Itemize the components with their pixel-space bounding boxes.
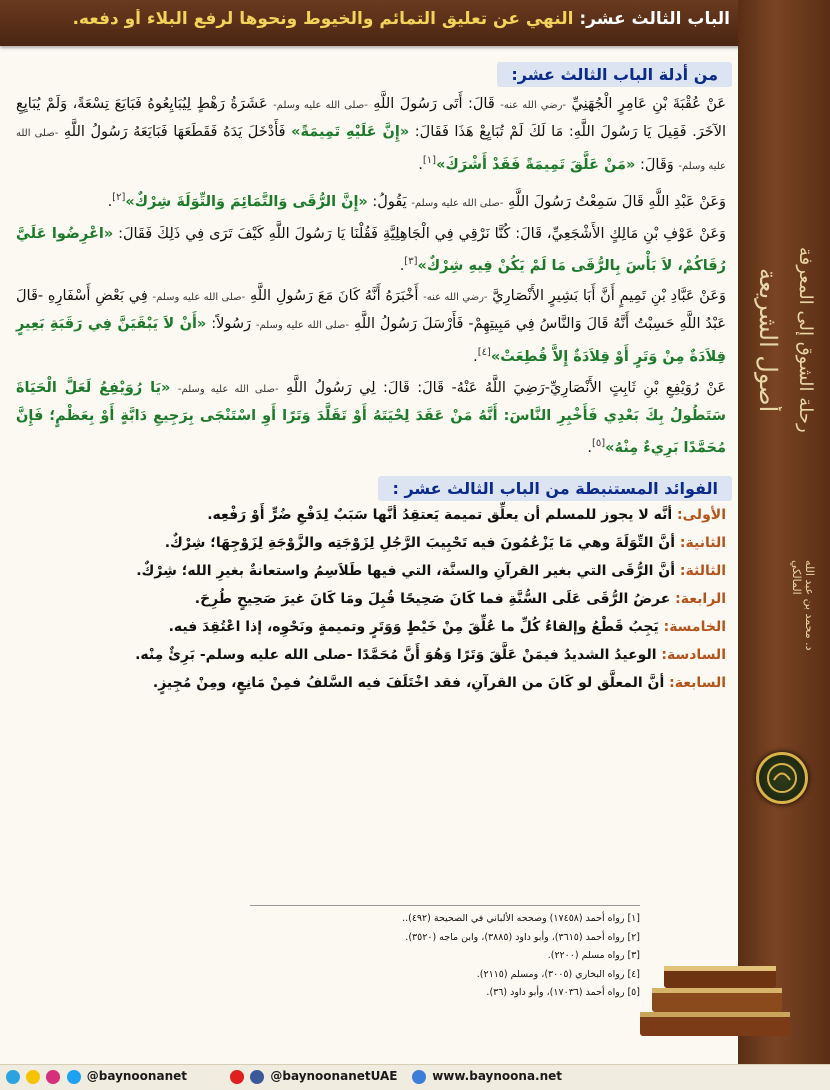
hadith-text: وَعَنْ عَبَّادِ بْنِ تَمِيمٍ أَنَّ أَبَا بَشِيرٍ الأَنْصَارِيَّ: [487, 288, 727, 305]
prophetic-quote: «اعْرِضُوا عَلَيَّ رُقَاكُمْ، لاَ بَأْسَ بِالرُّقَى مَا لَمْ يَكُنْ فِيهِ شِرْكٌ»: [16, 225, 726, 274]
hadith-text: عَنْ رُوَيْفِعِ بْنِ ثَابِتٍ الأَنْصَارِيِّ-رَضِيَ اللَّهُ عَنْهُ- قَالَ: قَالَ: لِي رَسُولُ اللَّهِ: [278, 380, 727, 397]
calligraphy-line-2: رحلة الشوق إلى المعرفة: [795, 247, 816, 433]
brand-logo-icon: [756, 752, 808, 804]
twitter-icon[interactable]: [67, 1070, 81, 1084]
website-link[interactable]: [412, 1069, 562, 1084]
benefit-label: الثالثة:: [675, 563, 726, 580]
honorific: -صلى الله عليه وسلم-: [177, 384, 279, 396]
snapchat-icon[interactable]: [26, 1070, 40, 1084]
footnote: [٢] رواه أحمد (٣٦١٥)، وأبو داود (٣٨٨٥)، وابن ماجه (٣٥٢٠).: [405, 931, 640, 943]
footnote-ref[interactable]: [٤]: [477, 347, 491, 359]
social-handle[interactable]: @baynoonanet: [86, 1069, 187, 1083]
benefit-text: عرضُ الرُّقَى عَلَى السُّنَّةِ فما كَانَ صَحِيحًا قُبِلَ ومَا كَانَ غيرَ صَحِيحٍ طُرِحَ.: [194, 591, 671, 608]
hadith-text: رَسُولاً:: [206, 316, 256, 333]
social-group-1[interactable]: [6, 1069, 187, 1084]
benefit-item: [16, 529, 726, 557]
decorative-sidebar: [738, 0, 830, 1090]
hadith-1: عَنْ عُقْبَةَ بْنِ عَامِرٍ الْجُهَنِيِّ -رضي الله عنه- قَالَ: أَتَى رَسُولَ اللَّهِ -صلى الله عليه وسلم- عَشَرَةُ رَهْطٍ لِيُبَايِعُوهُ فَبَايَعَ تِسْعَةً، وَلَمْ يُبَايِعِ الآخَرَ. فَقِيلَ يَا رَسُولَ اللَّهِ: مَا لَكَ لَمْ تُبَايِعْ هَذَا فَقَالَ: «إِنَّ عَلَيْهِ تَمِيمَةً» فَأَدْخَلَ يَدَهُ فَقَطَعَهَا فَبَايَعَهُ رَسُولُ اللَّهِ -صلى الله عليه وسلم- وَقَالَ: «مَنْ عَلَّقَ تَمِيمَةً فَقَدْ أَشْرَكَ»[١].: [16, 96, 727, 173]
footnote: [٣] رواه مسلم (٢٢٠٠).: [547, 950, 640, 961]
benefit-text: أنَّ المعلَّق لو كَانَ من القرآنِ، فقد اخْتَلَفَ فيه السَّلفُ فمِنْ مَانِعٍ، ومِنْ مُجِيزٍ.: [152, 675, 665, 692]
footnote-ref[interactable]: [٣]: [404, 255, 418, 267]
benefit-text: يَجِبُ قَطْعُ وإلقاءُ كُلِّ ما عُلِّقَ مِنْ خَيْطٍ وَوَتَرٍ وتميمةٍ ونَحْوِه، إذا اعْتُقِدَ فيه.: [168, 619, 659, 636]
footnotes: [250, 905, 640, 1003]
footnote-ref[interactable]: [٢]: [112, 191, 126, 203]
hadith-text: أَخْبَرَهُ أَنَّهُ كَانَ مَعَ رَسُولِ اللَّهِ: [245, 288, 424, 305]
prophetic-quote: «أَنْ لاَ يَبْقَيَنَّ فِي رَقَبَةِ بَعِيرٍ قِلاَدَةٌ مِنْ وَتَرٍ أَوْ قِلاَدَةٌ إِلاَّ قُطِعَتْ»: [16, 316, 726, 366]
honorific: -صلى الله عليه وسلم-: [273, 100, 368, 111]
footnote-ref[interactable]: [١]: [422, 155, 437, 166]
hadith-text: وَعَنْ عَوْفِ بْنِ مَالِكٍ الأَشْجَعِيِّ، قَالَ: كُنَّا نَرْقِي فِي الْجَاهِلِيَّةِ فَقُلْنَا يَا رَسُولَ اللَّهِ كَيْفَ تَرَى فِي ذَلِكَ فَقَالَ:: [113, 225, 726, 242]
calligraphy-title: [748, 60, 820, 620]
hadith-text: عَنْ عُقْبَةَ بْنِ عَامِرٍ الْجُهَنِيِّ: [566, 96, 727, 112]
benefit-label: السادسة:: [656, 647, 726, 664]
website-url[interactable]: www.baynoona.net: [432, 1069, 563, 1083]
globe-icon[interactable]: [412, 1070, 426, 1084]
benefit-text: أنَّه لا يجوز للمسلم أن يعلِّق تميمة يَعتقِدُ أنَّها سَبَبٌ لِدَفْعِ ضُرٍّ أَوْ رَفْعِه.: [207, 507, 673, 524]
social-group-2[interactable]: [230, 1069, 397, 1084]
hadith-2: وَعَنْ عَبْدِ اللَّهِ قَالَ سَمِعْتُ رَسُولَ اللَّهِ -صلى الله عليه وسلم- يَقُولُ: «إِنَّ الرُّقَى وَالتَّمَائِمَ وَالتِّوَلَةَ شِرْكٌ»[٢].: [107, 191, 726, 210]
youtube-icon[interactable]: [230, 1070, 244, 1084]
hadith-text: يَقُولُ:: [367, 193, 412, 210]
footnote-ref[interactable]: [٥]: [591, 438, 606, 450]
telegram-icon[interactable]: [6, 1070, 20, 1084]
benefit-label: الأولى:: [672, 507, 726, 524]
hadith-text: وَعَنْ عَبْدِ اللَّهِ قَالَ سَمِعْتُ رَسُولَ اللَّهِ: [503, 193, 726, 210]
footnote: [٤] رواه البخاري (٣٠٠٥)، ومسلم (٢١١٥).: [476, 968, 640, 980]
hadith-3: وَعَنْ عَوْفِ بْنِ مَالِكٍ الأَشْجَعِيِّ، قَالَ: كُنَّا نَرْقِي فِي الْجَاهِلِيَّةِ فَقُلْنَا يَا رَسُولَ اللَّهِ كَيْفَ تَرَى فِي ذَلِكَ فَقَالَ: «اعْرِضُوا عَلَيَّ رُقَاكُمْ، لاَ بَأْسَ بِالرُّقَى مَا لَمْ يَكُنْ فِيهِ شِرْكٌ»[٣].: [16, 225, 726, 274]
honorific: -صلى الله عليه وسلم-: [255, 320, 350, 332]
benefit-item: [16, 641, 726, 669]
prophetic-quote: «إِنَّ عَلَيْهِ تَمِيمَةً»: [291, 124, 410, 140]
chapter-number: الباب الثالث عشر:: [573, 9, 730, 29]
prophetic-quote: «إِنَّ الرُّقَى وَالتَّمَائِمَ وَالتِّوَلَةَ شِرْكٌ»: [125, 193, 368, 210]
social-handle-uae[interactable]: @baynoonanetUAE: [270, 1069, 398, 1083]
author-name: د. محمد بن عبد الله المالكي: [790, 560, 816, 651]
honorific: -صلى الله عليه وسلم-: [411, 197, 504, 209]
benefit-label: الثانية:: [675, 535, 726, 552]
footnote: [٥] رواه أحمد (١٧٠٣٦)، وأبو داود (٣٦).: [486, 987, 640, 998]
chapter-banner: [0, 0, 830, 46]
honorific: -صلى الله عليه وسلم-: [152, 292, 246, 304]
benefit-label: الرابعة:: [670, 591, 726, 608]
benefit-text: أنَّ الرُّقَى التي بغير القرآنِ والسنَّة، التي فيها طَلاَسِمُ واستعانةٌ بغيرِ الله؛ شِرْكٌ.: [136, 563, 676, 580]
benefit-item: [16, 585, 726, 613]
footnote: [١] رواه أحمد (١٧٤٥٨) وصححه الألباني في الصحيحة (٤٩٢)..: [402, 913, 640, 924]
hadith-text: قَالَ: أَتَى رَسُولَ اللَّهِ: [367, 96, 501, 112]
instagram-icon[interactable]: [46, 1070, 60, 1084]
hadith-text: [170, 380, 177, 396]
prophetic-quote: «مَنْ عَلَّقَ تَمِيمَةً فَقَدْ أَشْرَكَ»: [436, 156, 636, 173]
main-content: [10, 52, 732, 1052]
benefit-item: [16, 501, 726, 529]
chapter-subject: النهي عن تعليق التمائم والخيوط ونحوها لرفع البلاء أو دفعه.: [72, 9, 574, 29]
honorific: -رضي الله عنه-: [423, 292, 488, 304]
hadith-text: وَقَالَ:: [635, 156, 679, 173]
facebook-icon[interactable]: [250, 1070, 264, 1084]
evidence-heading: من أدلة الباب الثالث عشر:: [497, 62, 732, 87]
chapter-title: [30, 9, 730, 29]
prophetic-quote: «يَا رُوَيْفِعُ لَعَلَّ الْحَيَاةَ سَتَطُولُ بِكَ بَعْدِي فَأَخْبِرِ النَّاسَ: أَنَّهُ مَنْ عَقَدَ لِحْيَتَهُ أَوْ تَقَلَّدَ وَتَرًا أَوِ اسْتَنْجَى بِرَجِيعِ دَابَّةٍ أَوْ بِعَظْمٍ؛ فَإِنَّ مُحَمَّدًا بَرِيءٌ مِنْهُ»: [16, 380, 726, 457]
hadith-text: فَأَدْخَلَ يَدَهُ فَقَطَعَهَا فَبَايَعَهُ رَسُولُ اللَّهِ: [58, 124, 292, 140]
benefits-heading: الفوائد المستنبطة من الباب الثالث عشر :: [378, 476, 732, 501]
benefit-text: أنَّ التِّوَلَةَ وهي مَا يَزْعُمُونَ فيه تَحْبِيبَ الرَّجُلِ لِزَوْجَتِه والزَّوْجَةِ لِزَوْجِهَا؛ شِرْكٌ.: [164, 535, 676, 552]
benefit-item: [16, 557, 726, 585]
benefit-item: [16, 669, 726, 697]
hadith-text: فِي بَعْضِ أَسْفَارِهِ -قَالَ عَبْدُ اللَّهِ حَسِبْتُ أَنَّهُ قَالَ وَالنَّاسُ فِي مَبِيتِهِمْ- فَأَرْسَلَ رَسُولُ اللَّهِ: [16, 288, 727, 333]
honorific: -رضي الله عنه-: [500, 100, 567, 111]
benefit-label: الخامسة:: [658, 619, 726, 636]
benefit-label: السابعة:: [664, 675, 726, 692]
hadith-4: وَعَنْ عَبَّادِ بْنِ تَمِيمٍ أَنَّ أَبَا بَشِيرٍ الأَنْصَارِيَّ -رضي الله عنه- أَخْبَرَهُ أَنَّهُ كَانَ مَعَ رَسُولِ اللَّهِ -صلى الله عليه وسلم- فِي بَعْضِ أَسْفَارِهِ -قَالَ عَبْدُ اللَّهِ حَسِبْتُ أَنَّهُ قَالَ وَالنَّاسُ فِي مَبِيتِهِمْ- فَأَرْسَلَ رَسُولُ اللَّهِ -صلى الله عليه وسلم- رَسُولاً: «أَنْ لاَ يَبْقَيَنَّ فِي رَقَبَةِ بَعِيرٍ قِلاَدَةٌ مِنْ وَتَرٍ أَوْ قِلاَدَةٌ إِلاَّ قُطِعَتْ»[٤].: [16, 288, 727, 366]
hadith-text: عَشَرَةُ رَهْطٍ لِيُبَايِعُوهُ فَبَايَعَ تِسْعَةً، وَلَمْ يُبَايِعِ الآخَرَ. فَقِيلَ يَا رَسُولَ اللَّهِ: مَا لَكَ لَمْ تُبَايِعْ هَذَا فَقَالَ:: [16, 96, 727, 140]
calligraphy-line-1: أصول الشريعة: [754, 267, 782, 413]
benefit-item: [16, 613, 726, 641]
benefit-text: الوعيدُ الشديدُ فيمَنْ عَلَّقَ وَتَرًا وَهُوَ أَنَّ مُحَمَّدًا -صلى الله عليه وسلم- بَرِئٌ مِنْه.: [135, 647, 657, 664]
hadith-5: عَنْ رُوَيْفِعِ بْنِ ثَابِتٍ الأَنْصَارِيِّ-رَضِيَ اللَّهُ عَنْهُ- قَالَ: قَالَ: لِي رَسُولُ اللَّهِ -صلى الله عليه وسلم- «يَا رُوَيْفِعُ لَعَلَّ الْحَيَاةَ سَتَطُولُ بِكَ بَعْدِي فَأَخْبِرِ النَّاسَ: أَنَّهُ مَنْ عَقَدَ لِحْيَتَهُ أَوْ تَقَلَّدَ وَتَرًا أَوِ اسْتَنْجَى بِرَجِيعِ دَابَّةٍ أَوْ بِعَظْمٍ؛ فَإِنَّ مُحَمَّدًا بَرِيءٌ مِنْهُ»[٥].: [16, 380, 727, 457]
footer-bar: [0, 1064, 830, 1090]
honorific: -صلى الله عليه وسلم-: [16, 128, 726, 172]
